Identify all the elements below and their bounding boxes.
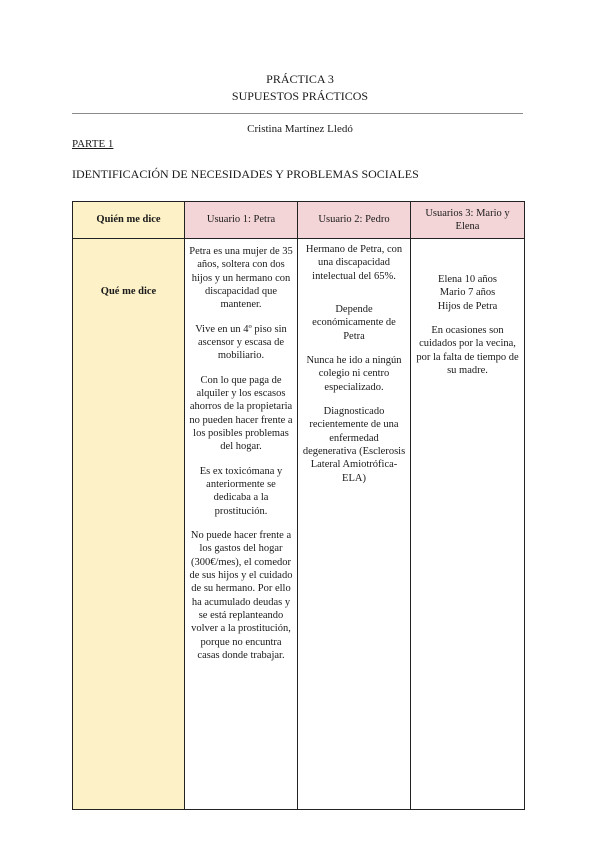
section-title: PARTE 1	[72, 138, 114, 150]
table-header-row	[73, 202, 525, 239]
user3-details-cell	[411, 239, 525, 810]
document-title: PRÁCTICA 3	[266, 72, 334, 86]
user2-paragraph: Hermano de Petra, con una discapacidad intelectual del 65%.	[305, 244, 403, 282]
user2-paragraph: Nunca he ido a ningún colegio ni centro especializado.	[306, 354, 402, 393]
user3-line: Hijos de Petra	[437, 300, 498, 312]
user1-details-cell	[185, 239, 298, 810]
header-label-cell: Quién me dice	[73, 202, 185, 239]
user1-paragraph: Con lo que paga de alquiler y los escasos ahorros de la propietaria no pueden hacer frente a los posibles problemas del hogar.	[189, 374, 293, 453]
user3-line: Elena 10 años	[438, 274, 497, 285]
header-user3-cell: Usuarios 3: Mario y Elena	[411, 202, 525, 239]
user1-paragraph: Vive en un 4º piso sin ascensor y escasa de mobiliario.	[195, 323, 287, 362]
author-name: Cristina Martínez Lledó	[247, 123, 353, 135]
user2-paragraph: Diagnosticado recientemente de una enfermedad degenerativa (Esclerosis Lateral Amiotrófica-ELA)	[302, 405, 406, 484]
user1-paragraph: No puede hacer frente a los gastos del hogar (300€/mes), el comedor de sus hijos y el cuidado de su hermano. Por ello ha acumulado deudas y se está replanteando volver a la prostitución, porque no encuntra casas donde trabajar.	[189, 529, 293, 661]
document-subtitle: SUPUESTOS PRÁCTICOS	[231, 89, 369, 103]
user1-paragraph: Es ex toxicómana y anteriormente se dedicaba a la prostitución.	[199, 465, 283, 517]
horizontal-divider	[72, 113, 523, 114]
user3-paragraph: En ocasiones son cuidados por la vecina, por la falta de tiempo de su madre.	[416, 324, 519, 376]
user1-paragraph: Petra es una mujer de 35 años, soltera con dos hijos y un hermano con discapacidad que mantener.	[189, 246, 293, 311]
header-user2-cell: Usuario 2: Pedro	[298, 202, 411, 239]
table-body-row	[73, 239, 525, 810]
section-heading: IDENTIFICACIÓN DE NECESIDADES Y PROBLEMAS SOCIALES	[72, 167, 419, 181]
header-user1-cell: Usuario 1: Petra	[185, 202, 298, 239]
user2-details-cell	[298, 239, 411, 810]
row-label-cell: Qué me dice	[73, 239, 185, 810]
needs-table	[72, 201, 525, 810]
user2-paragraph: Depende económicamente de Petra	[312, 303, 396, 342]
user3-line: Mario 7 años	[439, 287, 496, 299]
